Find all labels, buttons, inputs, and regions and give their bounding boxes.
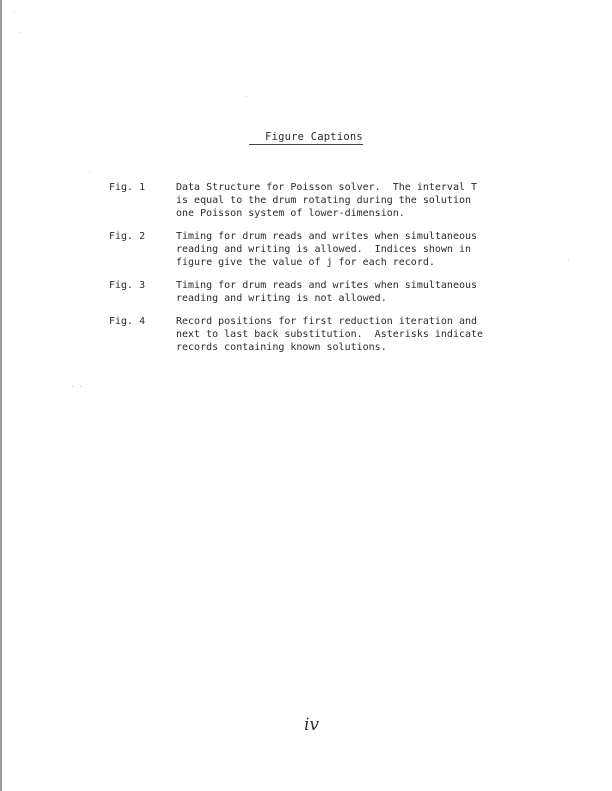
caption-line: Data Structure for Poisson solver. The interval T — [176, 182, 478, 193]
page-title: Figure Captions — [0, 131, 612, 143]
fig-description — [176, 230, 506, 269]
caption-line: reading and writing is allowed. Indices shown in — [176, 244, 472, 255]
fig-description — [176, 315, 506, 354]
caption-line: Timing for drum reads and writes when simultaneous — [176, 280, 478, 291]
scan-speck — [20, 32, 21, 33]
fig-label: Fig. 1 — [109, 182, 146, 193]
fig-label: Fig. 2 — [109, 231, 146, 242]
caption-line: figure give the value of j for each record. — [176, 257, 435, 268]
caption-line: next to last back substitution. Asterisks indicate — [176, 329, 484, 340]
fig-label: Fig. 4 — [109, 316, 146, 327]
caption-line: reading and writing is not allowed. — [176, 293, 387, 304]
caption-line: is equal to the drum rotating during the solution — [176, 195, 472, 206]
scan-speck — [80, 386, 81, 387]
caption-line: records containing known solutions. — [176, 342, 387, 353]
caption-line: Record positions for first reduction iteration and — [176, 316, 478, 327]
fig-description — [176, 279, 506, 305]
fig-label: Fig. 3 — [109, 280, 146, 291]
scan-speck — [72, 386, 73, 387]
page-number: iv — [304, 715, 320, 735]
page-edge — [0, 0, 2, 791]
caption-line: Timing for drum reads and writes when simultaneous — [176, 231, 478, 242]
scan-speck — [14, 12, 15, 13]
fig-description — [176, 181, 506, 220]
scan-speck — [246, 96, 247, 97]
scan-speck — [89, 172, 90, 173]
scan-speck — [568, 259, 569, 260]
caption-line: one Poisson system of lower-dimension. — [176, 208, 405, 219]
